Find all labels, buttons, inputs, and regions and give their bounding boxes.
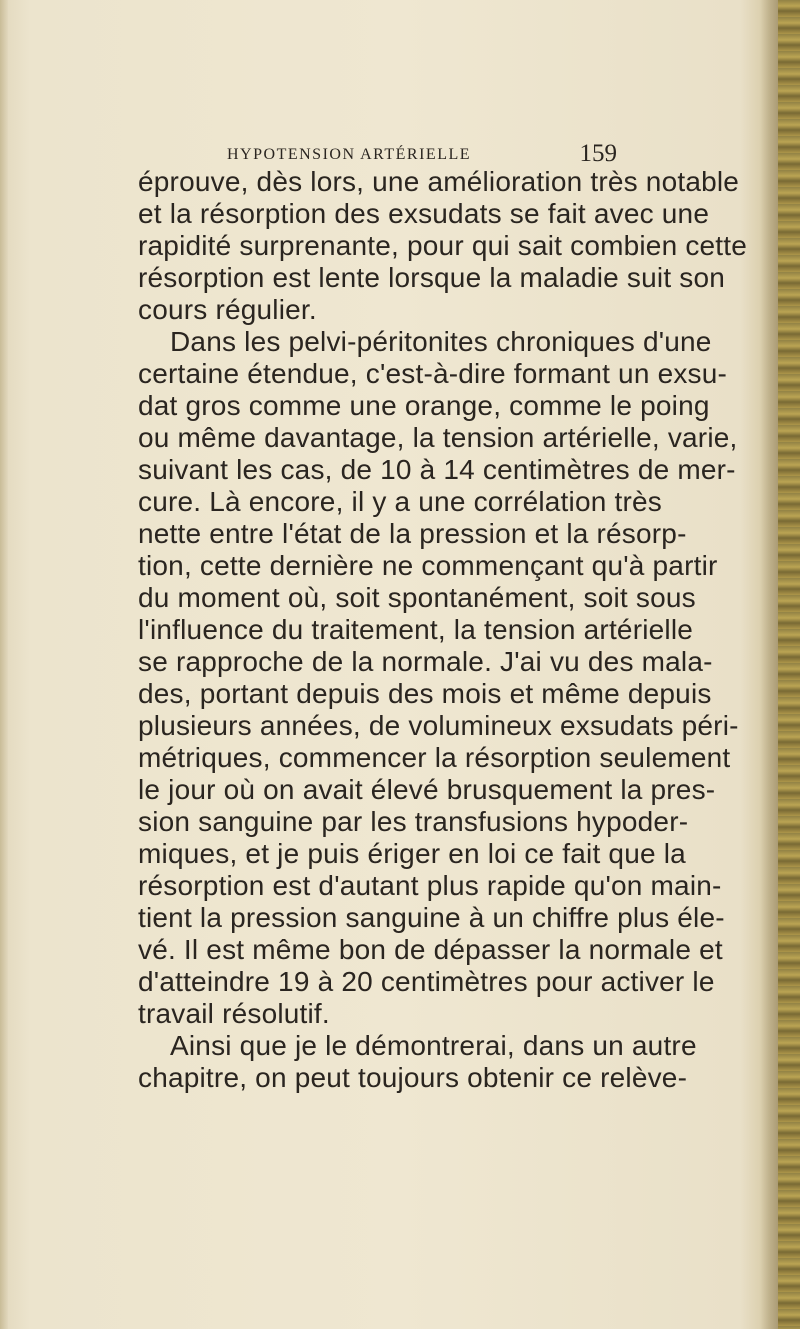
text-line: se rapproche de la normale. J'ai vu des mala- (138, 646, 713, 677)
text-line: tient la pression sanguine à un chiffre plus éle- (138, 902, 725, 933)
text-line: cure. Là encore, il y a une corrélation très (138, 486, 662, 517)
text-line: et la résorption des exsudats se fait avec une (138, 198, 710, 229)
text-line: rapidité surprenante, pour qui sait combien cette (138, 230, 748, 261)
text-line: tion, cette dernière ne commençant qu'à partir (138, 550, 718, 581)
text-line: le jour où on avait élevé brusquement la pres- (138, 774, 716, 805)
text-line: miques, et je puis ériger en loi ce fait que la (138, 838, 686, 869)
running-head: HYPOTENSION ARTÉRIELLE (227, 146, 472, 163)
text-line: d'atteindre 19 à 20 centimètres pour activer le (138, 966, 715, 997)
book-binding-edge (778, 0, 800, 1329)
text-line: chapitre, on peut toujours obtenir ce relève- (138, 1062, 688, 1093)
page-number: 159 (579, 140, 617, 167)
text-line: métriques, commencer la résorption seulement (138, 742, 731, 773)
text-line: sion sanguine par les transfusions hypoder- (138, 806, 689, 837)
text-line: certaine étendue, c'est-à-dire formant un exsu- (138, 358, 728, 389)
text-line: suivant les cas, de 10 à 14 centimètres de mer- (138, 454, 736, 485)
text-line: éprouve, dès lors, une amélioration très notable (138, 166, 740, 197)
text-line: Dans les pelvi-péritonites chroniques d'une (170, 326, 712, 357)
text-line: cours régulier. (138, 294, 317, 325)
binding-shadow (760, 0, 778, 1329)
page-left-edge (0, 0, 8, 1329)
text-line: résorption est lente lorsque la maladie suit son (138, 262, 726, 293)
text-line: travail résolutif. (138, 998, 330, 1029)
text-line: du moment où, soit spontanément, soit sous (138, 582, 696, 613)
text-line: résorption est d'autant plus rapide qu'on main- (138, 870, 722, 901)
text-line: Ainsi que je le démontrerai, dans un autre (170, 1030, 697, 1061)
text-line: l'influence du traitement, la tension artérielle (138, 614, 694, 645)
text-line: nette entre l'état de la pression et la résorp- (138, 518, 687, 549)
text-line: plusieurs années, de volumineux exsudats péri- (138, 710, 739, 741)
text-line: dat gros comme une orange, comme le poing (138, 390, 710, 421)
text-line: ou même davantage, la tension artérielle, varie, (138, 422, 738, 453)
text-line: des, portant depuis des mois et même depuis (138, 678, 712, 709)
text-line: vé. Il est même bon de dépasser la normale et (138, 934, 723, 965)
